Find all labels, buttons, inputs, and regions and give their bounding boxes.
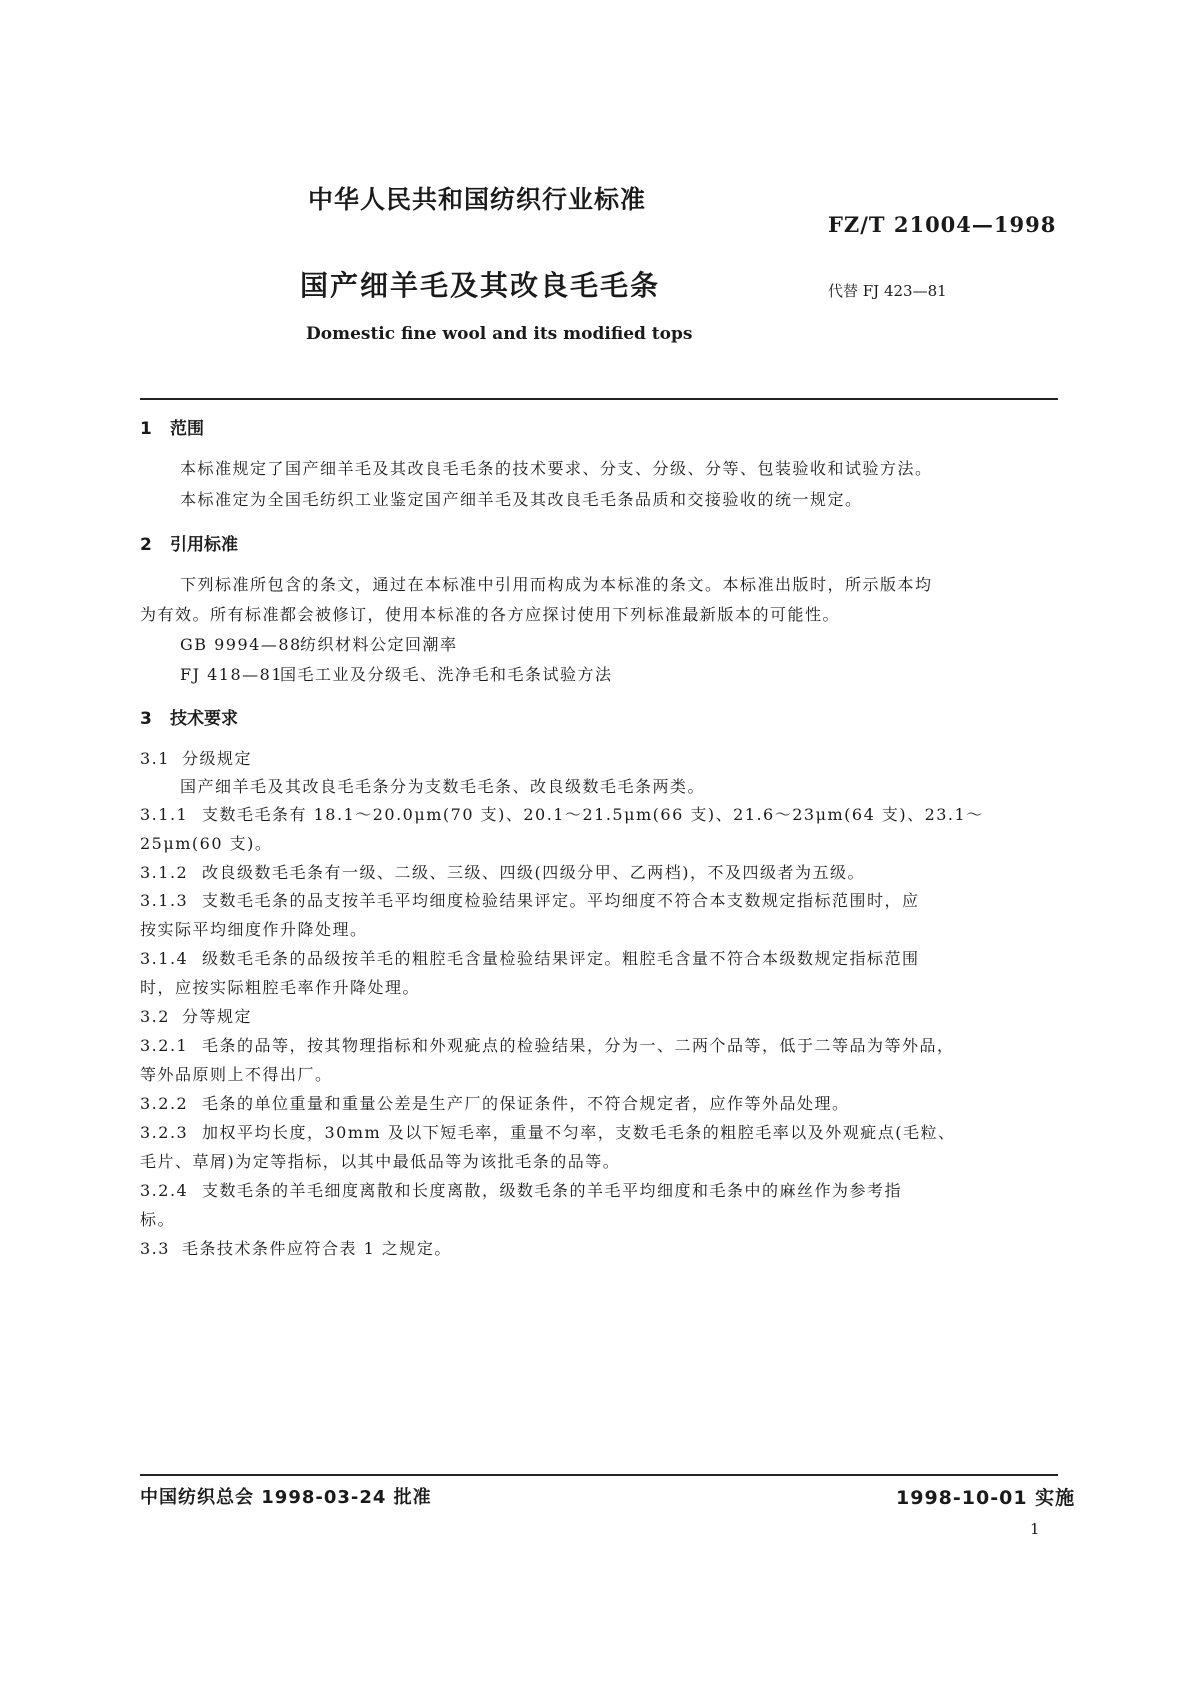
clause-3-3 xyxy=(140,1236,452,1259)
clause-3-2-3 xyxy=(140,1120,956,1143)
clause-text: 改良级数毛毛条有一级、二级、三级、四级(四级分甲、乙两档)，不及四级者为五级。 xyxy=(202,863,865,882)
reference-title: 国毛工业及分级毛、洗净毛和毛条试验方法 xyxy=(280,665,613,684)
paragraph: 下列标准所包含的条文，通过在本标准中引用而构成为本标准的条文。本标准出版时，所示版本均 xyxy=(180,575,933,594)
paragraph: 标。 xyxy=(140,1210,176,1229)
document-title-cn: 国产细羊毛及其改良毛毛条 xyxy=(300,269,661,302)
clause-3-2-2 xyxy=(140,1091,850,1114)
paragraph: 毛片、草屑)为定等指标，以其中最低品等为该批毛条的品等。 xyxy=(140,1152,621,1171)
clause-number: 3.2.2 xyxy=(140,1094,189,1113)
clause-3-2 xyxy=(140,1004,252,1027)
section-number: 2 xyxy=(140,535,152,555)
paragraph: 本标准定为全国毛纺织工业鉴定国产细羊毛及其改良毛毛条品质和交接验收的统一规定。 xyxy=(180,490,863,509)
clause-text: 支数毛条的羊毛细度离散和长度离散，级数毛条的羊毛平均细度和毛条中的麻丝作为参考指 xyxy=(202,1181,903,1200)
page-number: 1 xyxy=(1030,1520,1040,1538)
clause-text: 毛条的单位重量和重量公差是生产厂的保证条件，不符合规定者，应作等外品处理。 xyxy=(202,1094,850,1113)
clause-title: 分等规定 xyxy=(182,1007,253,1026)
clause-text: 毛条技术条件应符合表 1 之规定。 xyxy=(182,1239,452,1258)
document-title-en: Domestic fine wool and its modified tops xyxy=(306,324,693,344)
clause-number: 3.1.3 xyxy=(140,891,189,910)
paragraph: 按实际平均细度作升降处理。 xyxy=(140,920,368,939)
reference-code: FJ 418—81 xyxy=(180,665,283,684)
clause-3-2-4 xyxy=(140,1178,902,1201)
footer-rule xyxy=(140,1474,1058,1476)
clause-text: 支数毛毛条的品支按羊毛平均细度检验结果评定。平均细度不符合本支数规定指标范围时，应 xyxy=(202,891,920,910)
paragraph: 为有效。所有标准都会被修订，使用本标准的各方应探讨使用下列标准最新版本的可能性。 xyxy=(140,605,841,624)
section-title: 范围 xyxy=(170,419,204,439)
clause-number: 3.2.3 xyxy=(140,1123,189,1142)
standard-code: FZ/T 21004—1998 xyxy=(828,212,1057,237)
section-number: 3 xyxy=(140,709,152,729)
clause-3-2-1 xyxy=(140,1033,955,1056)
replaces-note: 代替 FJ 423—81 xyxy=(828,282,947,300)
clause-number: 3.2 xyxy=(140,1007,170,1026)
clause-number: 3.2.1 xyxy=(140,1036,189,1055)
clause-text: 加权平均长度，30mm 及以下短毛率，重量不匀率，支数毛毛条的粗腔毛率以及外观疵点(毛粒、 xyxy=(202,1123,956,1142)
clause-text: 毛条的品等，按其物理指标和外观疵点的检验结果，分为一、二两个品等，低于二等品为等外品， xyxy=(202,1036,955,1055)
reference-item xyxy=(180,662,613,685)
paragraph: 等外品原则上不得出厂。 xyxy=(140,1065,333,1084)
section-3-heading xyxy=(140,704,238,729)
clause-number: 3.1.1 xyxy=(140,805,189,824)
clause-3-1-4 xyxy=(140,946,920,969)
clause-3-1 xyxy=(140,746,252,769)
clause-text: 支数毛毛条有 18.1～20.0μm(70 支)、20.1～21.5μm(66 支)、21.6～23μm(64 支)、23.1～ xyxy=(202,805,984,824)
header-rule xyxy=(140,398,1058,400)
clause-text: 级数毛毛条的品级按羊毛的粗腔毛含量检验结果评定。粗腔毛含量不符合本级数规定指标范围 xyxy=(202,949,920,968)
section-number: 1 xyxy=(140,419,152,439)
implementation-date: 1998-10-01 实施 xyxy=(896,1487,1076,1509)
clause-number: 3.1.4 xyxy=(140,949,189,968)
org-title: 中华人民共和国纺织行业标准 xyxy=(308,185,647,214)
clause-title: 分级规定 xyxy=(182,749,253,768)
approval-date: 中国纺织总会 1998-03-24 批准 xyxy=(140,1487,432,1508)
reference-item xyxy=(180,632,458,655)
paragraph: 国产细羊毛及其改良毛毛条分为支数毛毛条、改良级数毛毛条两类。 xyxy=(180,777,706,796)
clause-number: 3.1.2 xyxy=(140,863,189,882)
section-2-heading xyxy=(140,530,238,555)
paragraph: 25μm(60 支)。 xyxy=(140,834,273,853)
reference-title: 纺织材料公定回潮率 xyxy=(300,635,458,654)
clause-3-1-3 xyxy=(140,888,920,911)
section-1-heading xyxy=(140,414,204,439)
clause-number: 3.2.4 xyxy=(140,1181,189,1200)
section-title: 引用标准 xyxy=(170,535,238,555)
clause-3-1-2 xyxy=(140,860,865,883)
paragraph: 本标准规定了国产细羊毛及其改良毛毛条的技术要求、分支、分级、分等、包装验收和试验方法。 xyxy=(180,459,933,478)
clause-3-1-1 xyxy=(140,802,984,825)
paragraph: 时，应按实际粗腔毛率作升降处理。 xyxy=(140,978,421,997)
clause-number: 3.3 xyxy=(140,1239,170,1258)
clause-number: 3.1 xyxy=(140,749,170,768)
section-title: 技术要求 xyxy=(170,709,238,729)
reference-code: GB 9994—88 xyxy=(180,635,302,654)
